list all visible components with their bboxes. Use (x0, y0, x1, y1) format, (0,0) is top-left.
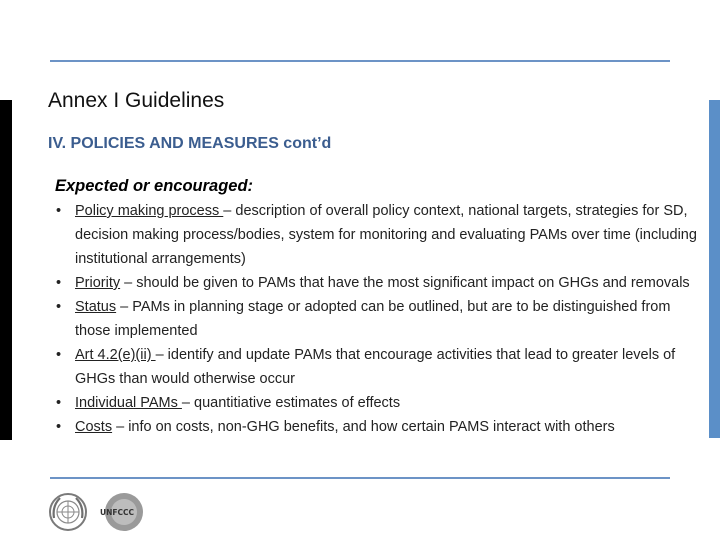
lead-heading: Expected or encouraged: (55, 177, 254, 195)
list-item (50, 199, 700, 271)
unfccc-logo (97, 491, 143, 533)
bullet-term: Individual PAMs (75, 395, 182, 411)
bullet-text: – PAMs in planning stage or adopted can be outlined, but are to be distinguished from those implemented (75, 299, 671, 339)
slide-title: Annex I Guidelines (48, 89, 225, 112)
bullet-term: Priority (75, 275, 121, 291)
list-item (50, 271, 700, 295)
bullet-text: – quantitiative estimates of effects (181, 395, 401, 411)
left-accent-bar (0, 100, 12, 440)
bullet-term: Art 4.2(e)(ii) (75, 347, 156, 363)
slide-subtitle: IV. POLICIES AND MEASURES cont’d (48, 135, 332, 152)
bullet-term: Costs (75, 419, 113, 435)
list-item (50, 415, 700, 439)
bullet-icon: • (56, 203, 62, 219)
list-item (50, 295, 700, 343)
top-divider (50, 60, 670, 62)
bullet-icon: • (56, 299, 62, 315)
bullet-text: – should be given to PAMs that have the most significant impact on GHGs and removals (120, 275, 690, 291)
un-emblem-icon (48, 492, 88, 532)
list-item (50, 391, 700, 415)
bullet-icon: • (56, 347, 62, 363)
right-accent-bar (709, 100, 720, 438)
bullet-text: – identify and update PAMs that encourage activities that lead to greater levels of GHGs than would otherwise occur (75, 347, 676, 387)
bullet-text: – description of overall policy context, national targets, strategies for SD, decision making process/bodies, system for monitoring and evaluating PAMs over time (including institutional arrangements) (75, 203, 697, 267)
bullet-text: – info on costs, non-GHG benefits, and how certain PAMS interact with others (112, 419, 615, 435)
bullet-icon: • (56, 275, 62, 291)
bullet-icon: • (56, 395, 62, 411)
unfccc-logo-text: UNFCCC (100, 508, 135, 517)
bullet-term: Policy making process (75, 203, 224, 219)
list-item (50, 343, 700, 391)
bottom-divider (50, 477, 670, 479)
bullet-icon: • (56, 419, 62, 435)
bullet-term: Status (75, 299, 117, 315)
bullet-list (50, 199, 700, 439)
